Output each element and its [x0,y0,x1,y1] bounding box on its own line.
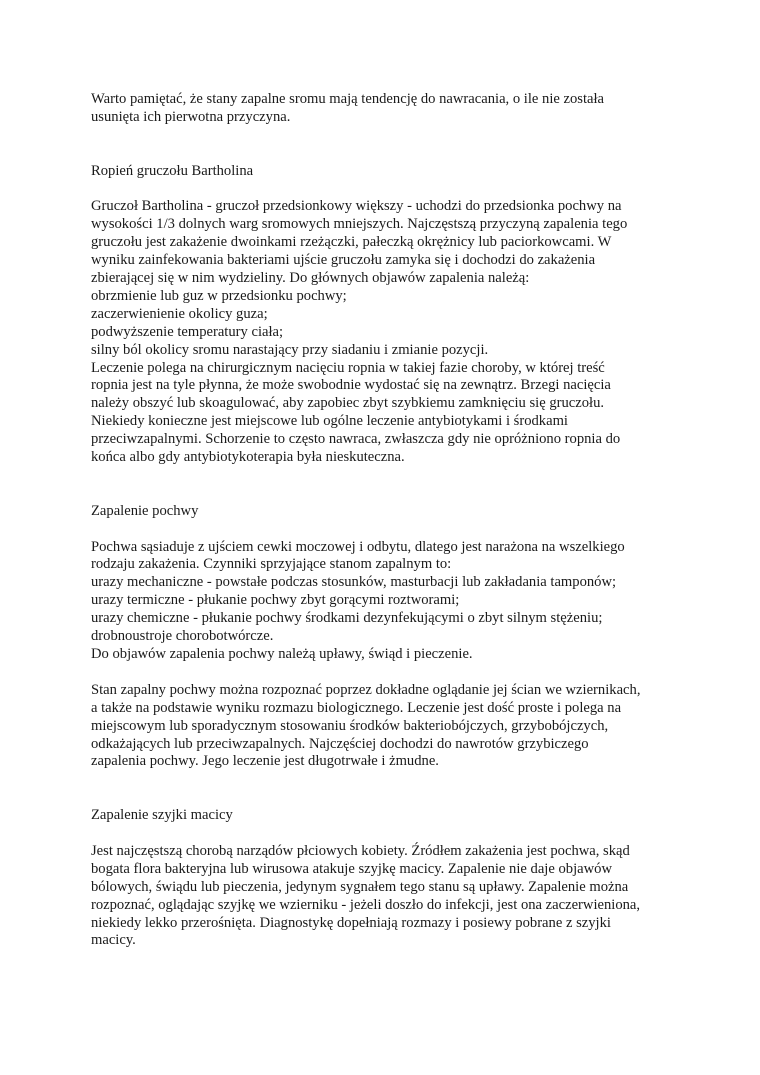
text-line: obrzmienie lub guz w przedsionku pochwy; [91,287,347,304]
cervicitis-paragraph [91,843,691,950]
text-line: Do objawów zapalenia pochwy należą upławy, świąd i pieczenie. [91,646,473,662]
text-line: macicy. [91,932,136,949]
text-line: ropnia jest na tyle płynna, że może swobodnie wydostać się na zewnątrz. Brzegi nacięcia [91,377,611,394]
text-line: Jest najczęstszą chorobą narządów płciowych kobiety. Źródłem zakażenia jest pochwa, skąd [91,842,630,859]
text-line: rodzaju zakażenia. Czynniki sprzyjające stanom zapalnym to: [91,556,452,573]
section-heading-vaginitis: Zapalenie pochwy [91,502,199,519]
text-line: urazy mechaniczne - powstałe podczas stosunków, masturbacji lub zakładania tamponów; [91,574,617,591]
text-line: urazy termiczne - płukanie pochwy zbyt gorącymi roztworami; [91,592,460,609]
text-line: zapalenia pochwy. Jego leczenie jest długotrwałe i żmudne. [91,753,439,770]
text-line: przeciwzapalnymi. Schorzenie to często nawraca, zwłaszcza gdy nie opróżniono ropnia do [91,431,621,448]
text-line: zbierającej się w nim wydzieliny. Do głównych objawów zapalenia należą: [91,270,530,287]
text-line: gruczołu jest zakażenie dwoinkami rzeżączki, pałeczką okrężnicy lub paciorkowcami. W [91,234,612,251]
text-line: usunięta ich pierwotna przyczyna. [91,108,291,125]
intro-paragraph [91,91,691,127]
text-line: końca albo gdy antybiotykoterapia była nieskuteczna. [91,449,405,466]
document-page [91,91,691,950]
text-line: Warto pamiętać, że stany zapalne sromu mają tendencję do nawracania, o ile nie została [91,91,605,107]
text-line: podwyższenie temperatury ciała; [91,323,284,340]
text-line: Leczenie polega na chirurgicznym nacięciu ropnia w takiej fazie choroby, w której treść [91,359,605,376]
text-line: Stan zapalny pochwy można rozpoznać poprzez dokładne oglądanie jej ścian we wziernikach, [91,681,641,698]
text-line: a także na podstawie wyniku rozmazu biologicznego. Leczenie jest dość proste i polega na [91,699,622,716]
section-heading-cervicitis: Zapalenie szyjki macicy [91,807,233,824]
vaginitis-treatment-paragraph [91,682,691,772]
text-line: urazy chemiczne - płukanie pochwy środkami dezynfekującymi o zbyt silnym stężeniu; [91,610,603,627]
text-line: Gruczoł Bartholina - gruczoł przedsionkowy większy - uchodzi do przedsionka pochwy na [91,198,622,215]
text-line: niekiedy lekko przerośnięta. Diagnostykę dopełniają rozmazy i posiewy pobrane z szyjki [91,914,611,931]
text-line: Pochwa sąsiaduje z ujściem cewki moczowej i odbytu, dlatego jest narażona na wszelkiego [91,538,625,555]
text-line: drobnoustroje chorobotwórcze. [91,628,274,645]
text-line: należy obszyć lub skoagulować, aby zapobiec zbyt szybkiemu zamknięciu się gruczołu. [91,395,605,412]
text-line: bogata flora bakteryjna lub wirusowa atakuje szyjkę macicy. Zapalenie nie daje objawów [91,860,612,877]
text-line: wysokości 1/3 dolnych warg sromowych mniejszych. Najczęstszą przyczyną zapalenia tego [91,216,628,233]
text-line: odkażających lub przeciwzapalnych. Najczęściej dochodzi do nawrotów grzybiczego [91,735,589,752]
text-line: Niekiedy konieczne jest miejscowe lub ogólne leczenie antybiotykami i środkami [91,413,568,430]
text-line: zaczerwienienie okolicy guza; [91,305,268,322]
section-heading-bartholin: Ropień gruczołu Bartholina [91,162,254,179]
bartholin-paragraph [91,198,691,467]
vaginitis-paragraph [91,539,691,664]
text-line: wyniku zainfekowania bakteriami ujście gruczołu zamyka się i dochodzi do zakażenia [91,252,596,269]
text-line: miejscowym lub sporadycznym stosowaniu środków bakteriobójczych, grzybobójczych, [91,717,609,734]
text-line: rozpoznać, oglądając szyjkę we wzierniku - jeżeli doszło do infekcji, jest ona zaczerwieniona, [91,896,641,913]
text-line: silny ból okolicy sromu narastający przy siadaniu i zmianie pozycji. [91,341,489,358]
text-line: bólowych, świądu lub pieczenia, jedynym sygnałem tego stanu są upławy. Zapalenie można [91,878,629,895]
